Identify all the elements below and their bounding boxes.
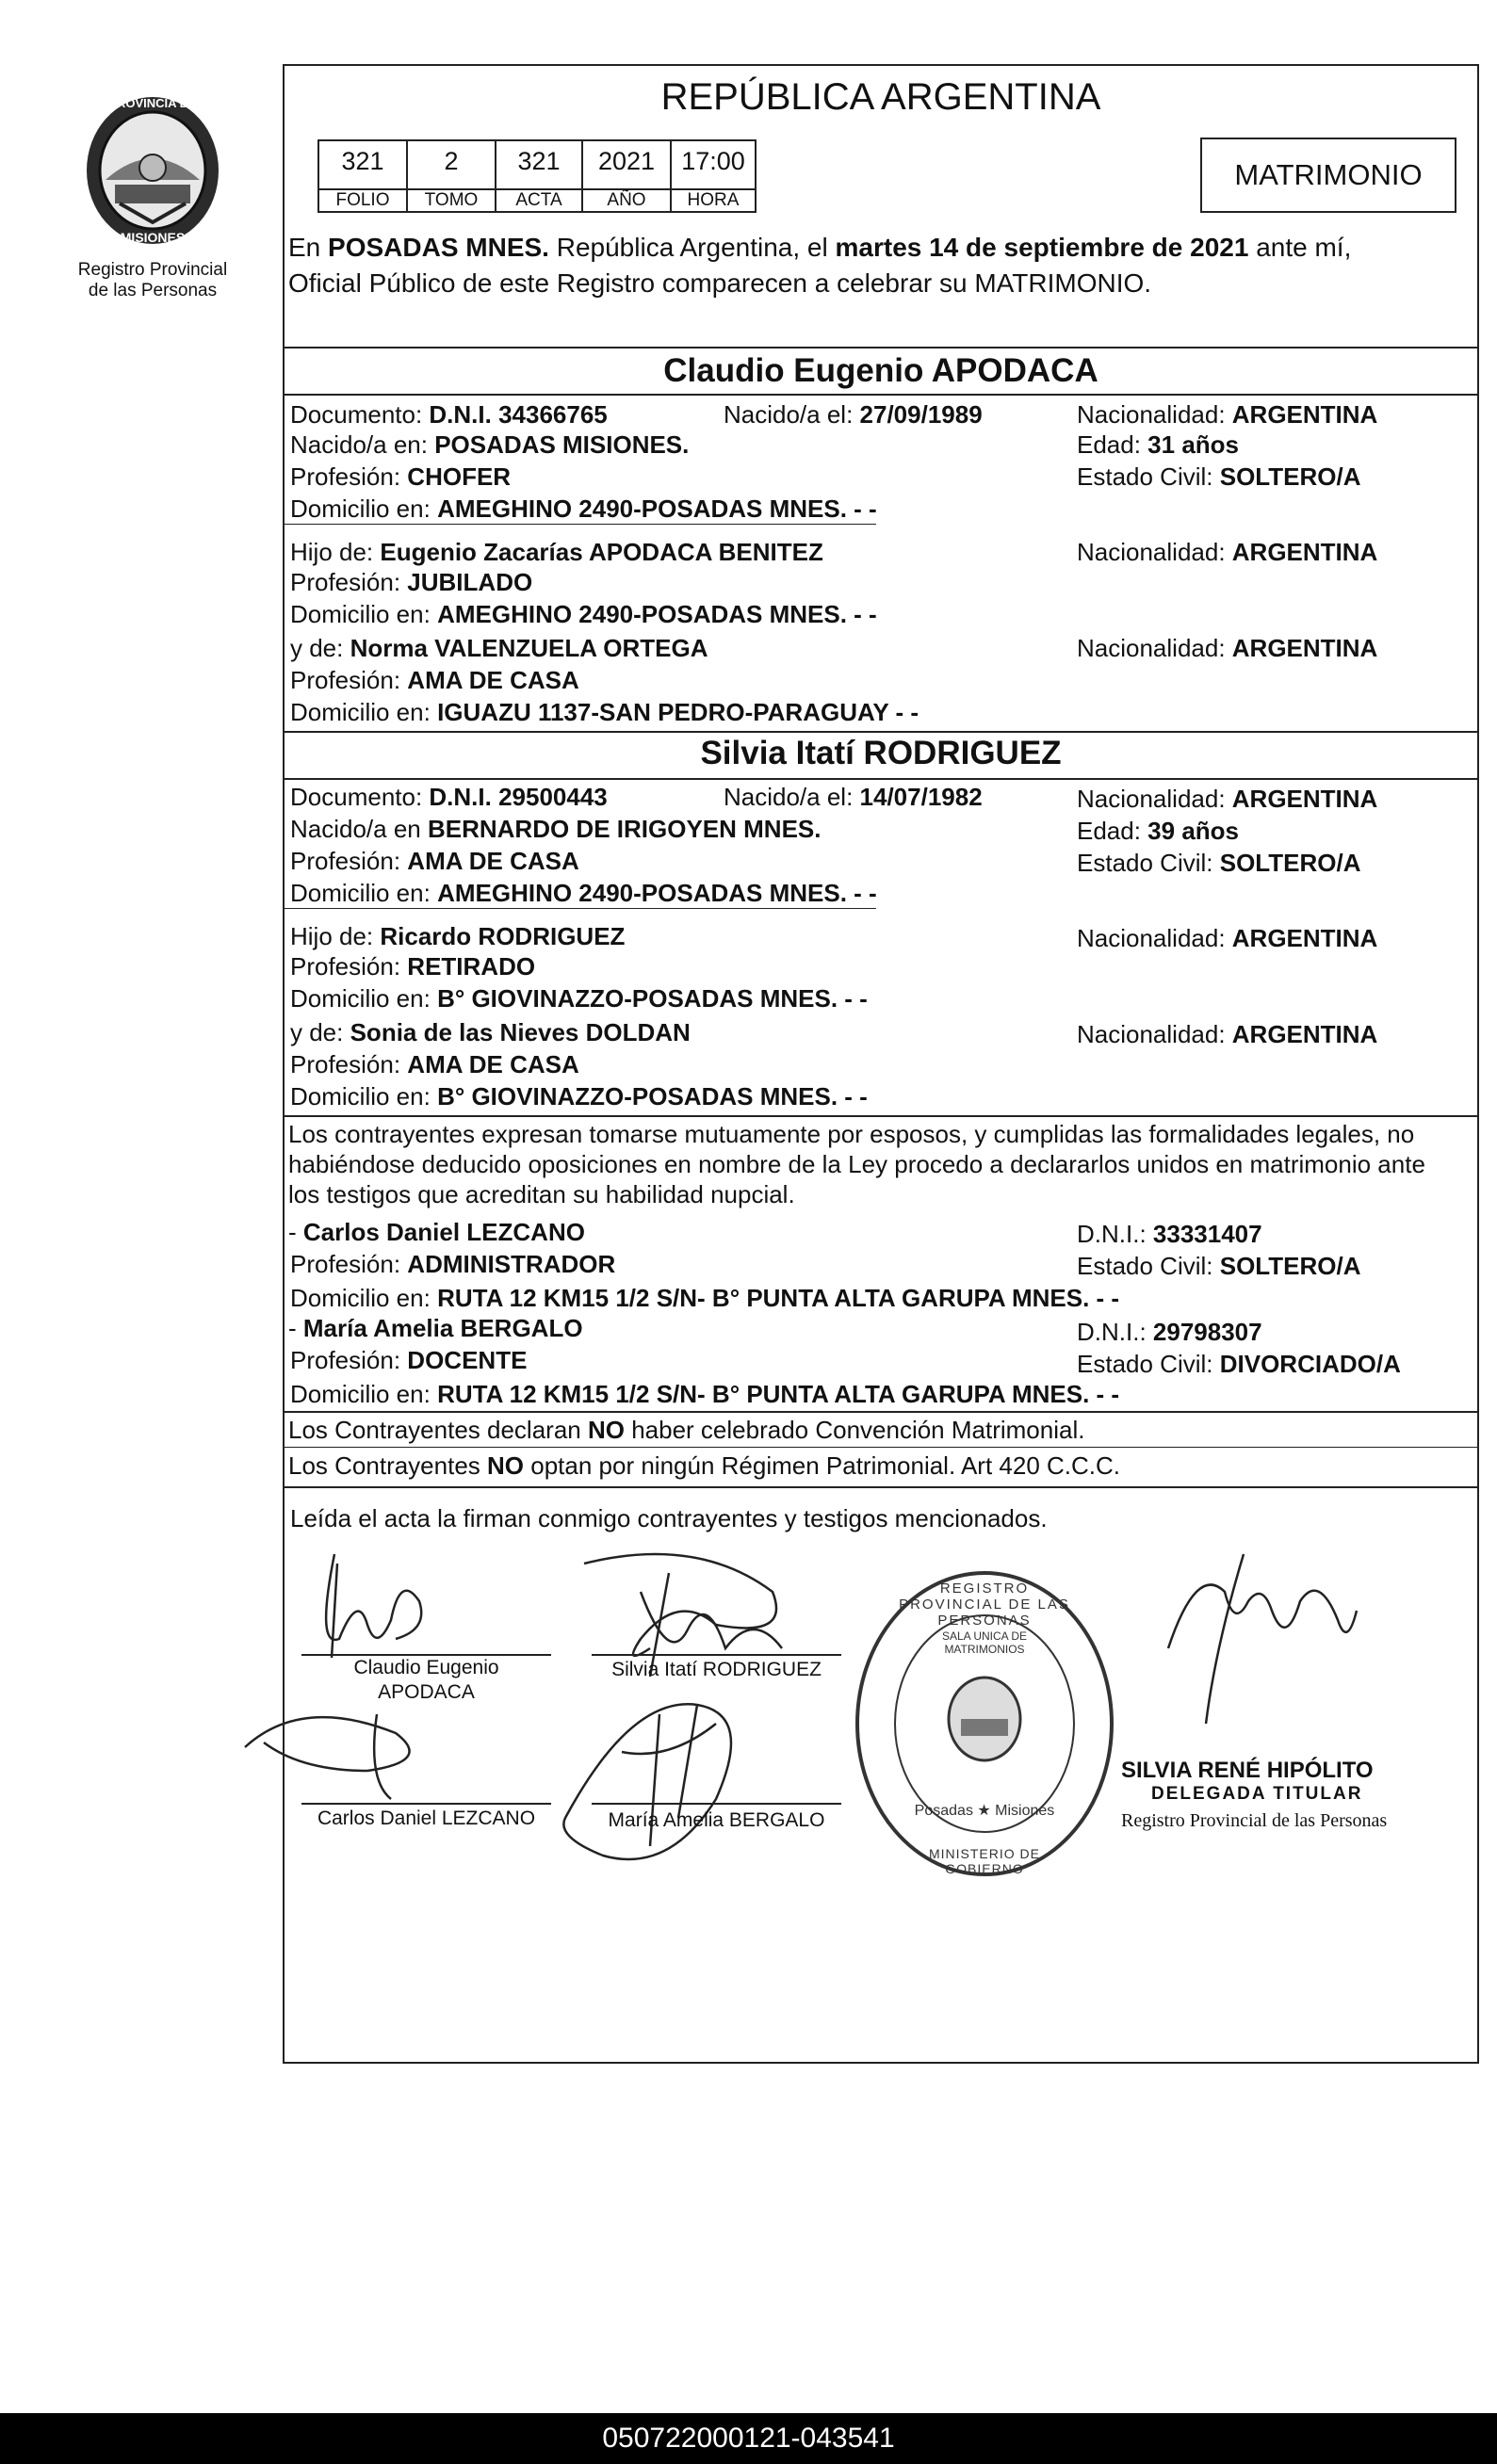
spouse2-nationality <box>1077 784 1377 814</box>
spouse1-father-nationality <box>1077 537 1377 567</box>
civil-value: SOLTERO/A <box>1219 462 1361 491</box>
prof-value: AMA DE CASA <box>407 666 579 694</box>
addr-value: B° GIOVINAZZO-POSADAS MNES. - - <box>437 1082 868 1110</box>
intro-line2: Oficial Público de este Registro comparecen a celebrar su MATRIMONIO. <box>288 268 1152 298</box>
witness1-profession <box>290 1249 615 1279</box>
signature-label-3: Carlos Daniel LEZCANO <box>317 1807 536 1829</box>
witness1-civil-status <box>1077 1251 1360 1281</box>
signature-line <box>592 1803 841 1805</box>
addr-label: Domicilio en: <box>290 879 438 907</box>
note-b: NO <box>487 1451 525 1480</box>
spouse2-mother-profession <box>290 1049 579 1079</box>
nat-value: ARGENTINA <box>1231 634 1378 662</box>
civil-value: SOLTERO/A <box>1219 1252 1361 1280</box>
birthplace-label: Nacido/a en <box>290 815 428 843</box>
tomo-value: 2 <box>406 139 496 190</box>
nat-label: Nacionalidad: <box>1077 538 1232 566</box>
prof-label: Profesión: <box>290 568 408 596</box>
mother-label: y de: <box>290 634 350 662</box>
witness1-name <box>288 1217 585 1247</box>
spouse1-birthplace <box>290 430 689 460</box>
spouse1-profession <box>290 462 511 492</box>
official-org: Registro Provincial de las Personas <box>1121 1810 1388 1831</box>
prof-value: JUBILADO <box>407 568 533 596</box>
acta-label: ACTA <box>495 188 583 213</box>
official-name: SILVIA RENÉ HIPÓLITO <box>1121 1758 1374 1783</box>
born-label: Nacido/a el: <box>724 783 860 811</box>
civil-label: Estado Civil: <box>1077 849 1220 877</box>
signature-label-2: Silvia Itatí RODRIGUEZ <box>611 1659 822 1680</box>
spouse2-name: Silvia Itatí RODRIGUEZ <box>700 735 1062 771</box>
signature-label-4: María Amelia BERGALO <box>608 1809 825 1831</box>
witness2-address <box>290 1379 1119 1409</box>
dni-value: 33331407 <box>1152 1220 1262 1248</box>
divider <box>283 394 1479 396</box>
addr-value: RUTA 12 KM15 1/2 S/N- B° PUNTA ALTA GARUPA MNES. - - <box>437 1284 1120 1312</box>
divider <box>283 1411 1479 1413</box>
ano-value: 2021 <box>581 139 672 190</box>
prof-label: Profesión: <box>290 1250 408 1278</box>
prof-label: Profesión: <box>290 847 408 875</box>
underline <box>283 524 876 525</box>
folio-label: FOLIO <box>317 188 408 213</box>
convention-note <box>288 1415 1084 1445</box>
witness1-address <box>290 1283 1119 1313</box>
nat-value: ARGENTINA <box>1231 785 1378 813</box>
signature-label-1 <box>301 1656 551 1705</box>
divider <box>283 347 1479 349</box>
registry-name <box>49 260 256 301</box>
witness1-dni <box>1077 1219 1262 1249</box>
prof-value: DOCENTE <box>407 1346 528 1374</box>
nat-value: ARGENTINA <box>1231 1020 1378 1048</box>
note-c: optan por ningún Régimen Patrimonial. Art 420 C.C.C. <box>524 1451 1121 1480</box>
seal-text-top: PROVINCIA DE <box>108 96 197 110</box>
spouse1-mother-address <box>290 697 919 727</box>
intro-p3: ante mí, <box>1248 233 1352 262</box>
born-value: 14/07/1982 <box>859 783 983 811</box>
spouse2-father-profession <box>290 951 535 981</box>
prof-label: Profesión: <box>290 1346 408 1374</box>
addr-label: Domicilio en: <box>290 1082 438 1110</box>
spouse1-address <box>290 494 877 524</box>
spouse2-father-nationality <box>1077 923 1377 953</box>
nat-label: Nacionalidad: <box>1077 400 1232 429</box>
intro-line1 <box>288 232 1351 264</box>
registry-name-line1: Registro Provincial <box>77 260 228 280</box>
spouse2-birthplace <box>290 814 821 844</box>
intro-date: martes 14 de septiembre de 2021 <box>835 233 1249 262</box>
page-title: REPÚBLICA ARGENTINA <box>660 76 1101 118</box>
mother-value: Norma VALENZUELA ORTEGA <box>350 634 708 662</box>
witness2-profession <box>290 1345 527 1375</box>
seal-text-bottom: MISIONES <box>120 230 186 245</box>
father-value: Eugenio Zacarías APODACA BENITEZ <box>380 538 823 566</box>
witness2-name <box>288 1313 583 1343</box>
stamp-inner-text: SALA UNICA DE MATRIMONIOS <box>941 1629 1028 1656</box>
spouse1-age <box>1077 430 1239 460</box>
spouse1-born <box>724 399 983 430</box>
civil-value: SOLTERO/A <box>1219 849 1361 877</box>
mother-label: y de: <box>290 1018 350 1046</box>
divider <box>283 1115 1479 1117</box>
hora-label: HORA <box>670 188 757 213</box>
mother-value: Sonia de las Nieves DOLDAN <box>350 1018 691 1046</box>
father-label: Hijo de: <box>290 922 381 950</box>
addr-label: Domicilio en: <box>290 698 438 726</box>
record-type-box: MATRIMONIO <box>1200 138 1456 213</box>
civil-label: Estado Civil: <box>1077 1252 1220 1280</box>
ano-label: AÑO <box>581 188 672 213</box>
prof-value: RETIRADO <box>407 952 536 981</box>
spouse1-mother-nationality <box>1077 633 1377 663</box>
nat-label: Nacionalidad: <box>1077 1020 1232 1048</box>
intro-place: POSADAS MNES. <box>328 233 549 262</box>
addr-value: IGUAZU 1137-SAN PEDRO-PARAGUAY - - <box>437 698 919 726</box>
spouse2-profession <box>290 846 579 876</box>
signature-line <box>592 1654 841 1656</box>
spouse2-document <box>290 782 608 812</box>
prof-value: AMA DE CASA <box>407 1050 579 1078</box>
prof-label: Profesión: <box>290 666 408 694</box>
sig1-line1: Claudio Eugenio <box>353 1657 499 1678</box>
civil-label: Estado Civil: <box>1077 462 1220 491</box>
dni-label: D.N.I.: <box>1077 1318 1153 1346</box>
spouse2-age <box>1077 816 1239 846</box>
stamp-bottom-text: MINISTERIO DE GOBIERNO <box>928 1846 1040 1876</box>
divider <box>283 1447 1479 1448</box>
registry-name-line2: de las Personas <box>88 281 218 300</box>
addr-label: Domicilio en: <box>290 600 438 628</box>
addr-label: Domicilio en: <box>290 1380 438 1408</box>
doc-value: D.N.I. 34366765 <box>429 400 608 429</box>
regime-note <box>288 1451 1120 1481</box>
registry-seal <box>77 90 228 251</box>
prof-value: CHOFER <box>407 462 512 491</box>
divider <box>283 1486 1479 1488</box>
spouse1-mother-profession <box>290 665 579 695</box>
note-a: Los Contrayentes <box>288 1451 488 1480</box>
hora-value: 17:00 <box>670 139 757 190</box>
spouse2-address <box>290 878 877 908</box>
note-b: NO <box>587 1416 625 1444</box>
tomo-label: TOMO <box>406 188 496 213</box>
addr-value: RUTA 12 KM15 1/2 S/N- B° PUNTA ALTA GARUPA MNES. - - <box>437 1380 1120 1408</box>
nat-label: Nacionalidad: <box>1077 785 1232 813</box>
addr-label: Domicilio en: <box>290 494 438 523</box>
spouse2-mother-nationality <box>1077 1019 1377 1049</box>
spouse1-father-profession <box>290 567 532 597</box>
name-value: Carlos Daniel LEZCANO <box>302 1218 585 1246</box>
age-label: Edad: <box>1077 430 1148 459</box>
spouse2-civil-status <box>1077 848 1360 878</box>
addr-label: Domicilio en: <box>290 984 438 1013</box>
birthplace-label: Nacido/a en: <box>290 430 435 459</box>
name-prefix: - <box>288 1314 303 1342</box>
declaration-line3: los testigos que acreditan su habilidad nupcial. <box>288 1180 795 1208</box>
folio-value: 321 <box>317 139 408 190</box>
nat-value: ARGENTINA <box>1231 400 1378 429</box>
doc-label: Documento: <box>290 400 430 429</box>
civil-value: DIVORCIADO/A <box>1219 1350 1401 1378</box>
age-value: 31 años <box>1147 430 1239 459</box>
born-value: 27/09/1989 <box>859 400 983 429</box>
witness2-dni <box>1077 1317 1262 1347</box>
age-value: 39 años <box>1147 817 1239 845</box>
addr-label: Domicilio en: <box>290 1284 438 1312</box>
spouse1-father-address <box>290 599 877 629</box>
handwritten-signatures <box>226 1535 1413 1893</box>
civil-label: Estado Civil: <box>1077 1350 1220 1378</box>
father-label: Hijo de: <box>290 538 381 566</box>
signatures-intro: Leída el acta la firman conmigo contrayentes y testigos mencionados. <box>290 1504 1048 1532</box>
nat-value: ARGENTINA <box>1231 538 1378 566</box>
spouse1-civil-status <box>1077 462 1360 492</box>
document-code: 050722000121-043541 <box>0 2413 1497 2464</box>
addr-value: B° GIOVINAZZO-POSADAS MNES. - - <box>437 984 868 1013</box>
nat-label: Nacionalidad: <box>1077 634 1232 662</box>
prof-value: AMA DE CASA <box>407 847 579 875</box>
declaration-line2: habiéndose deducido oposiciones en nombre de la Ley procedo a declararlos unidos en matrimonio ante <box>288 1150 1425 1178</box>
born-label: Nacido/a el: <box>724 400 860 429</box>
acta-value: 321 <box>495 139 583 190</box>
note-a: Los Contrayentes declaran <box>288 1416 588 1444</box>
birthplace-value: POSADAS MISIONES. <box>434 430 690 459</box>
seal-icon <box>77 90 228 251</box>
witness2-civil-status <box>1077 1349 1401 1379</box>
official-stamp <box>848 1564 1121 1884</box>
prof-label: Profesión: <box>290 1050 408 1078</box>
spouse1-mother <box>290 633 708 663</box>
name-value: María Amelia BERGALO <box>302 1314 583 1342</box>
sig1-line2: APODACA <box>378 1681 475 1703</box>
father-value: Ricardo RODRIGUEZ <box>380 922 626 950</box>
dni-value: 29798307 <box>1152 1318 1262 1346</box>
addr-value: AMEGHINO 2490-POSADAS MNES. - - <box>437 879 877 907</box>
spouse2-father-address <box>290 983 868 1013</box>
spouse2-father <box>290 921 625 951</box>
spouse1-father <box>290 537 823 567</box>
birthplace-value: BERNARDO DE IRIGOYEN MNES. <box>427 815 822 843</box>
underline <box>283 908 876 909</box>
spouse2-mother-address <box>290 1081 868 1111</box>
prof-label: Profesión: <box>290 952 408 981</box>
prof-value: ADMINISTRADOR <box>407 1250 616 1278</box>
prof-label: Profesión: <box>290 462 408 491</box>
stamp-city-text: Posadas ★ Misiones <box>914 1803 1055 1819</box>
nat-label: Nacionalidad: <box>1077 924 1232 952</box>
spouse1-document <box>290 399 608 430</box>
doc-label: Documento: <box>290 783 430 811</box>
spouse1-name: Claudio Eugenio APODACA <box>663 352 1098 389</box>
official-role: DELEGADA TITULAR <box>1151 1784 1363 1804</box>
dni-label: D.N.I.: <box>1077 1220 1153 1248</box>
spouse1-nationality <box>1077 399 1377 430</box>
name-prefix: - <box>288 1218 303 1246</box>
nat-value: ARGENTINA <box>1231 924 1378 952</box>
intro-p1: En <box>288 233 329 262</box>
intro-p2: República Argentina, el <box>548 233 836 262</box>
declaration-line1: Los contrayentes expresan tomarse mutuamente por esposos, y cumplidas las formalidades legales, no <box>288 1120 1415 1148</box>
note-c: haber celebrado Convención Matrimonial. <box>624 1416 1085 1444</box>
spouse2-born <box>724 782 983 812</box>
signature-line <box>301 1803 551 1805</box>
divider <box>283 778 1479 780</box>
spouse2-mother <box>290 1017 691 1047</box>
addr-value: AMEGHINO 2490-POSADAS MNES. - - <box>437 600 877 628</box>
age-label: Edad: <box>1077 817 1148 845</box>
addr-value: AMEGHINO 2490-POSADAS MNES. - - <box>437 494 877 523</box>
doc-value: D.N.I. 29500443 <box>429 783 608 811</box>
stamp-outer-text: REGISTRO PROVINCIAL DE LAS PERSONAS <box>899 1581 1070 1629</box>
